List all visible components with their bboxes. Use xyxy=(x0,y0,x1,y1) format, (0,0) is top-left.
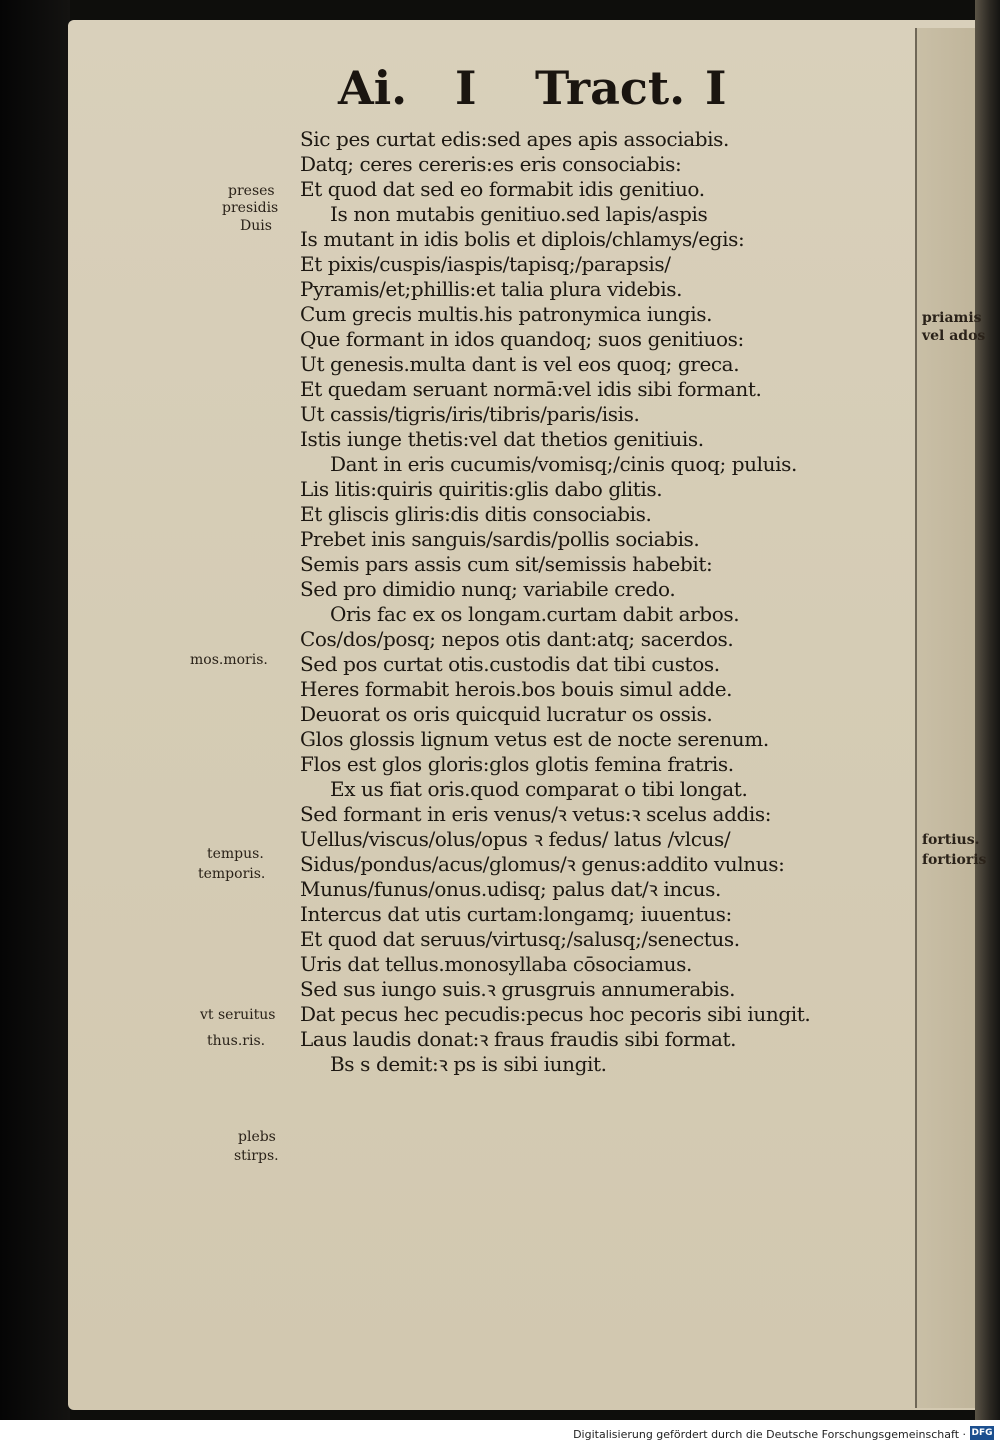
funding-notice: Digitalisierung gefördert durch die Deutsche Forschungsgemeinschaft · xyxy=(573,1428,966,1441)
text-line: Laus laudis donat:ꝛ fraus fraudis sibi format. xyxy=(300,1027,737,1051)
margin-note-tempus: tempus. xyxy=(207,846,264,862)
text-line: Lis litis:quiris quiritis:glis dabo glitis. xyxy=(300,477,663,501)
text-line: Et quedam seruant normā:vel idis sibi formant. xyxy=(300,377,762,401)
text-line: Sed sus iungo suis.ꝛ grusgruis annumerabis. xyxy=(300,977,736,1001)
text-line: Oris fac ex os longam.curtam dabit arbos. xyxy=(330,602,740,626)
margin-note-seruitus: vt seruitus xyxy=(200,1007,276,1023)
book-spine xyxy=(975,0,1000,1420)
scan-left-edge xyxy=(0,0,70,1420)
text-line: Flos est glos gloris:glos glotis femina fratris. xyxy=(300,752,734,776)
text-line: Bs s demit:ꝛ ps is sibi iungit. xyxy=(330,1052,607,1076)
text-line: Deuorat os oris quicquid lucratur os ossis. xyxy=(300,702,713,726)
text-line: Semis pars assis cum sit/semissis habebit: xyxy=(300,552,713,576)
text-line: Heres formabit herois.bos bouis simul adde. xyxy=(300,677,733,701)
margin-note-mos: mos.moris. xyxy=(190,652,268,668)
margin-note-presidis: presidis xyxy=(222,200,279,216)
text-line: Cos/dos/posq; nepos otis dant:atq; sacerdos. xyxy=(300,627,734,651)
text-line: Sidus/pondus/acus/glomus/ꝛ genus:addito vulnus: xyxy=(300,852,785,876)
text-line: Et gliscis gliris:dis ditis consociabis. xyxy=(300,502,652,526)
text-line: Sic pes curtat edis:sed apes apis associabis. xyxy=(300,127,729,151)
text-line: Ut cassis/tigris/iris/tibris/paris/isis. xyxy=(300,402,640,426)
text-line: Munus/funus/onus.udisq; palus dat/ꝛ incus. xyxy=(300,877,721,901)
text-line: Et quod dat sed eo formabit idis genitiuo. xyxy=(300,177,705,201)
text-line: Prebet inis sanguis/sardis/pollis sociabis. xyxy=(300,527,700,551)
text-line: Istis iunge thetis:vel dat thetios genitiuis. xyxy=(300,427,704,451)
text-line: Datq; ceres cereris:es eris consociabis: xyxy=(300,152,682,176)
margin-note-temporis: temporis. xyxy=(198,866,266,882)
text-line: Dant in eris cucumis/vomisq;/cinis quoq; puluis. xyxy=(330,452,797,476)
text-line: Sed pos curtat otis.custodis dat tibi custos. xyxy=(300,652,720,676)
margin-note-fortius: fortius. xyxy=(922,832,980,848)
text-line: Ut genesis.multa dant is vel eos quoq; greca. xyxy=(300,352,740,376)
text-line: Intercus dat utis curtam:longamq; iuuentus: xyxy=(300,902,732,926)
margin-note-preses: preses xyxy=(228,183,275,199)
text-line: Sed formant in eris venus/ꝛ vetus:ꝛ scelus addis: xyxy=(300,802,772,826)
header-numeral-right: I xyxy=(705,61,727,115)
text-line: Is non mutabis genitiuo.sed lapis/aspis xyxy=(330,202,708,226)
header-title: Tract. xyxy=(535,61,686,115)
text-line: Que formant in idos quandoq; suos genitiuos: xyxy=(300,327,744,351)
text-line: Ex us fiat oris.quod comparat o tibi longat. xyxy=(330,777,748,801)
margin-note-duis: Duis xyxy=(240,218,272,234)
margin-note-vel-ados: vel ados xyxy=(922,328,986,344)
text-line: Et pixis/cuspis/iaspis/tapisq;/parapsis/ xyxy=(300,252,671,276)
text-line: Et quod dat seruus/virtusq;/salusq;/senectus. xyxy=(300,927,740,951)
text-line: Sed pro dimidio nunq; variabile credo. xyxy=(300,577,676,601)
text-line: Uris dat tellus.monosyllaba cōsociamus. xyxy=(300,952,692,976)
text-line: Cum grecis multis.his patronymica iungis. xyxy=(300,302,713,326)
dfg-logo-icon: DFG xyxy=(971,1428,993,1438)
text-line: Pyramis/et;phillis:et talia plura videbis. xyxy=(300,277,683,301)
margin-note-plebs: plebs xyxy=(238,1129,276,1145)
margin-note-thus: thus.ris. xyxy=(207,1033,266,1049)
facing-page-edge xyxy=(915,28,979,1408)
text-line: Glos glossis lignum vetus est de nocte serenum. xyxy=(300,727,769,751)
text-line: Is mutant in idis bolis et diplois/chlamys/egis: xyxy=(300,227,745,251)
margin-note-priamis: priamis xyxy=(922,310,982,326)
margin-note-stirps: stirps. xyxy=(234,1148,279,1164)
text-line: Dat pecus hec pecudis:pecus hoc pecoris sibi iungit. xyxy=(300,1002,811,1026)
margin-note-fortioris: fortioris xyxy=(922,852,987,868)
text-line: Uellus/viscus/olus/opus ꝛ fedus/ latus /vlcus/ xyxy=(300,827,731,851)
header-numeral-left: I xyxy=(455,61,477,115)
header-leaf-mark: Ai. xyxy=(338,61,408,115)
